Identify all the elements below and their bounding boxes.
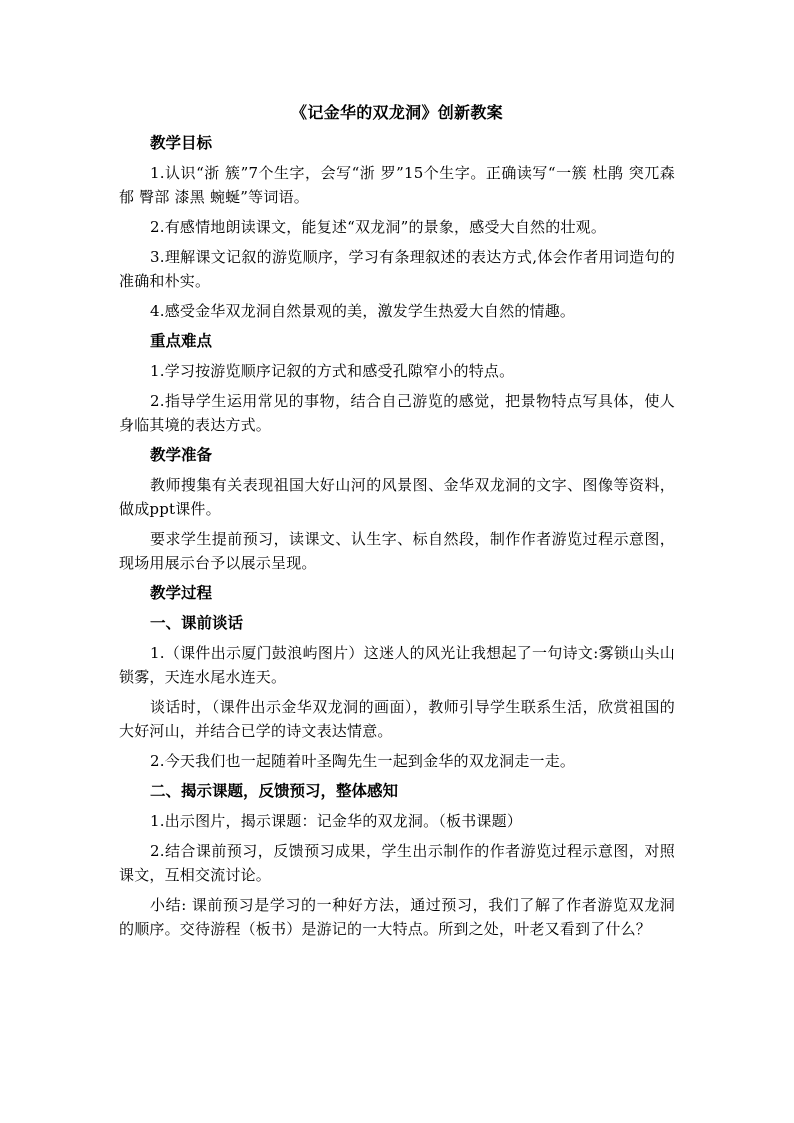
section-heading-preparation: 教学准备 <box>150 445 213 464</box>
paragraph: 1.出示图片，揭示课题：记金华的双龙洞。（板书课题） <box>150 812 523 830</box>
section-heading-teaching-goals: 教学目标 <box>150 133 213 152</box>
paragraph: 4.感受金华双龙洞自然景观的美，激发学生热爱大自然的情趣。 <box>150 302 576 320</box>
section-heading-teaching-process: 教学过程 <box>150 583 213 602</box>
paragraph: 3.理解课文记叙的游览顺序，学习有条理叙述的表达方式,体会作者用词造句的准确和朴实。 <box>119 248 675 290</box>
document-page <box>119 101 675 947</box>
document-title: 《记金华的双龙洞》创新教案 <box>291 103 503 122</box>
paragraph: 2.今天我们也一起随着叶圣陶先生一起到金华的双龙洞走一走。 <box>150 752 576 770</box>
section-heading-reveal-topic: 二、揭示课题，反馈预习，整体感知 <box>150 781 399 800</box>
paragraph: 教师搜集有关表现祖国大好山河的风景图、金华双龙洞的文字、图像等资料，做成ppt课件。 <box>119 476 675 518</box>
paragraph: 1.（课件出示厦门鼓浪屿图片）这迷人的风光让我想起了一句诗文:雾锁山头山锁雾，天连水尾水连天。 <box>119 644 675 686</box>
paragraph: 1.认识“浙 簇”7个生字，会写“浙 罗”15个生字。正确读写“一簇 杜鹃 突兀森郁 臀部 漆黑 蜿蜒”等词语。 <box>119 164 675 206</box>
paragraph: 2.指导学生运用常见的事物，结合自己游览的感觉，把景物特点写具体，使人身临其境的表达方式。 <box>119 392 675 434</box>
section-heading-key-points: 重点难点 <box>150 331 213 350</box>
section-heading-pre-class-talk: 一、课前谈话 <box>150 613 244 632</box>
paragraph: 2.结合课前预习，反馈预习成果，学生出示制作的作者游览过程示意图，对照课文，互相交流讨论。 <box>119 842 675 884</box>
paragraph: 谈话时，（课件出示金华双龙洞的画面），教师引导学生联系生活，欣赏祖国的大好河山，并结合已学的诗文表达情意。 <box>119 698 675 740</box>
paragraph: 2.有感情地朗读课文，能复述“双龙洞”的景象，感受大自然的壮观。 <box>150 218 607 236</box>
paragraph: 小结: 课前预习是学习的一种好方法，通过预习，我们了解了作者游览双龙洞的顺序。交待游程（板书）是游记的一大特点。所到之处，叶老又看到了什么？ <box>119 896 675 938</box>
paragraph: 要求学生提前预习，读课文、认生字、标自然段，制作作者游览过程示意图，现场用展示台予以展示呈现。 <box>119 530 675 572</box>
paragraph: 1.学习按游览顺序记叙的方式和感受孔隙窄小的特点。 <box>150 362 515 380</box>
